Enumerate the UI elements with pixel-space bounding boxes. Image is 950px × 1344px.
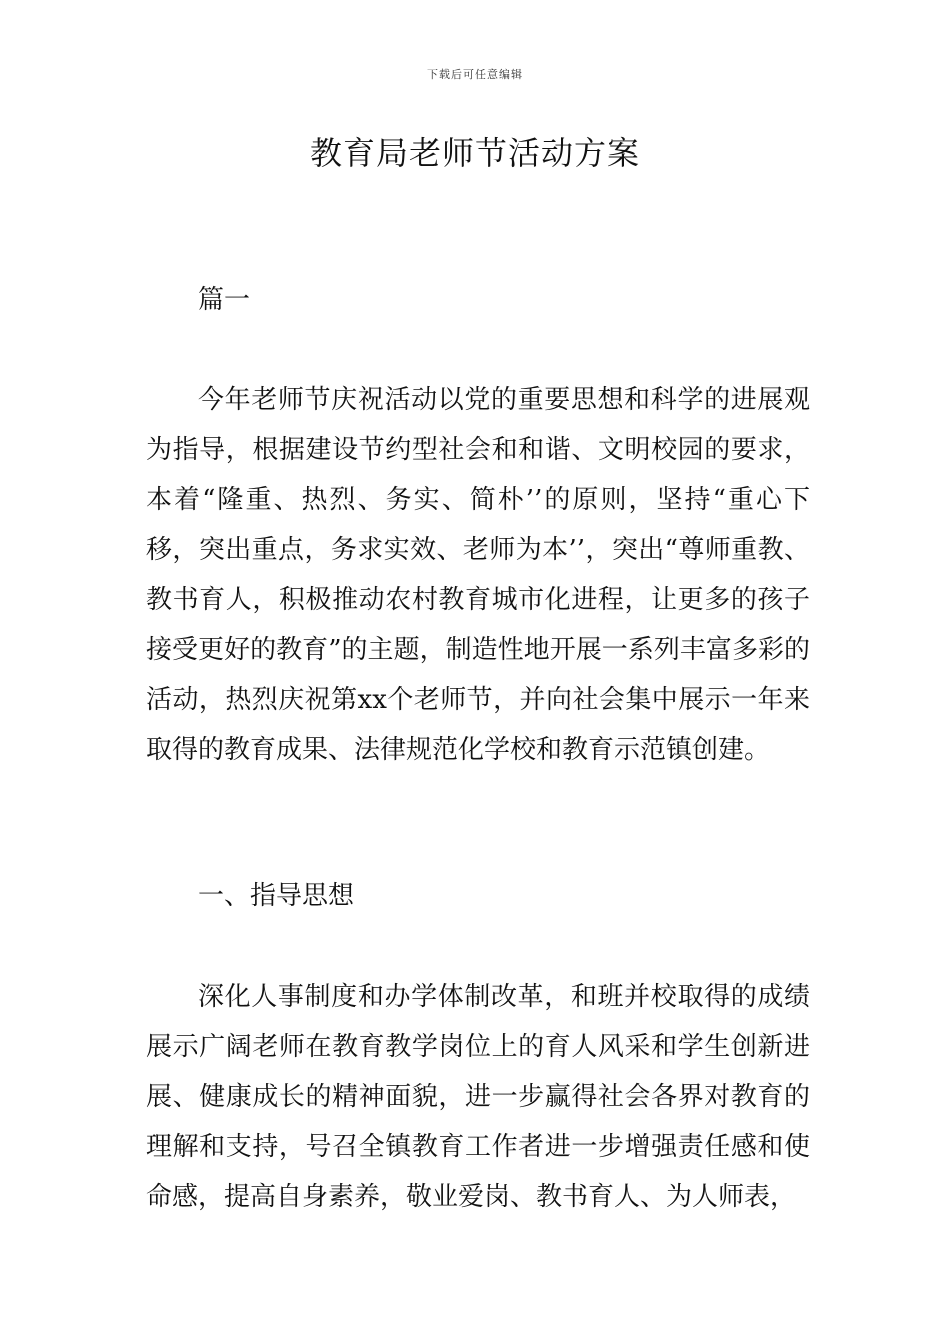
paragraph-intro: 今年老师节庆祝活动以党的重要思想和科学的进展观为指导，根据建设节约型社会和和谐、文明校园的要求，本着“隆重、热烈、务实、简朴’’的原则，坚持“重心下移，突出重点，务求实效、老师为本’’，突出“尊师重教、教书育人，积极推动农村教育城市化进程，让更多的孩子接受更好的教育”的主题，制造性地开展一系列丰富多彩的活动，热烈庆祝第xx个老师节，并向社会集中展示一年来取得的教育成果、法律规范化学校和教育示范镇创建。 — [146, 385, 810, 765]
paragraph-guiding-block — [146, 972, 810, 1222]
paragraph-guiding-thought: 深化人事制度和办学体制改革，和班并校取得的成绩展示广阔老师在教育教学岗位上的育人风采和学生创新进展、健康成长的精神面貌，进一步赢得社会各界对教育的理解和支持，号召全镇教育工作者进一步增强责任感和使命感，提高自身素养，敬业爱岗、教书育人、为人师表， — [146, 982, 810, 1212]
document-title: 教育局老师节活动方案 — [309, 134, 640, 172]
section-heading-guiding-thought: 一、指导思想 — [198, 881, 355, 911]
page-header-note: 下载后可任意编辑 — [427, 68, 523, 81]
paragraph-intro-block — [146, 375, 810, 775]
section-heading-one: 篇一 — [198, 285, 251, 315]
